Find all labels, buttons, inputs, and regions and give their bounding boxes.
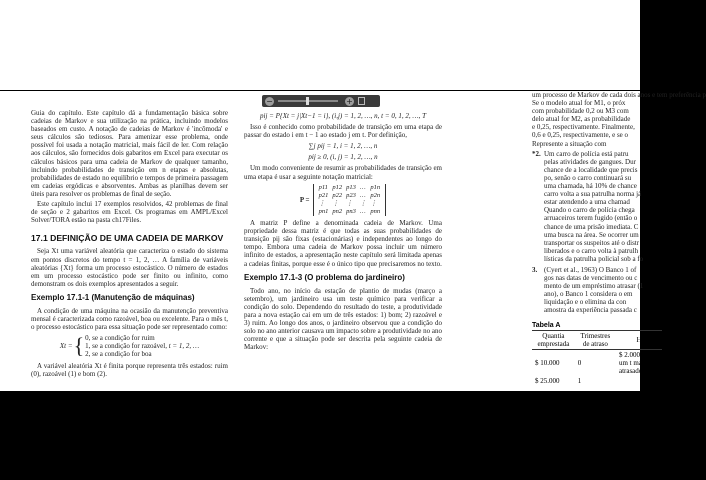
example-paragraph-2: A variável aleatória Xt é finita porque representa três estados: ruim (0), razoável (1) e bom (2). (31, 361, 228, 378)
table-header: Quantia emprestada (537, 332, 570, 348)
middle-column (244, 109, 442, 353)
letterbox-bottom (0, 392, 640, 480)
middle-paragraph-4: Todo ano, no início da estação de plantio de mudas (março a setembro), um jardineiro usa um teste químico para verificar a condição do solo. Dependendo do resultado do teste, a produtividade para a nova estação cai em um de três estados: 1) bom; 2) razoável e 3) ruim. Ao longo dos anos, o jardineiro observou que a condição do solo no ano anterior causava um impacto sobre a produtividade no ano corrente e que a situação pode ser descrita pela seguinte cadeia de Markov: (244, 286, 442, 352)
example-title-1: Exemplo 17.1-1 (Manutenção de máquinas) (31, 292, 195, 302)
chapter-guide-2: Este capítulo inclui 17 exemplos resolvidos, 42 problemas de final de seção e 2 gabaritos em Excel. Os programas em AMPL/Excel Solver/TORA estão na pasta ch17Files. (31, 200, 228, 225)
cases-rhs: , t = 1, 2, … (165, 342, 200, 351)
matrix-table (313, 184, 387, 216)
nonneg-equation: pij ≥ 0, (i, j) = 1, 2, …, n (308, 153, 378, 162)
sum-equation: ∑j pij = 1, i = 1, 2, …, n (308, 142, 378, 151)
table-cell: $ 10.000 (535, 359, 560, 367)
problem-2-text: Um carro de polícia está patru pelas atividades de gangues. Dur chance de a localidade que precis po, senão o carro continuará su uma chamada, há 10% de chance carro volta a sua patrulha norma já estar atendendo a uma chamad Quando o carro de polícia chega arruaceiros terem fugido (então o chance de uma prisão imediata. C uma busca na área. Se ocorrer um transportar os suspeitos até o distr liberados e o carro volta à patrulh lísticas da patrulha policial sob a fo (544, 149, 644, 263)
chapter-guide: Guia do capítulo. Este capítulo dá a fundamentação básica sobre cadeias de Markov e sua utilização na prática, incluindo modelos baseados em custo. A notação de cadeias de Markov é 'incômoda' e seus cálculos são tediosos. Para amenizar esse problema, onde possível foi usada a notação matricial, mais fácil de ler. Com relação aos cálculos, são fornecidos dois gabaritos em Excel para executar os cálculos básicos para uma cadeia de Markov de qualquer tamanho, incluindo probabilidades de transição em n etapas e absolutas, probabilidades de estado no equilíbrio e tempos de primeira passagem em cadeias ergódicas e absorventes. Ambas as planilhas devem ser úteis para resolver os problemas de final de seção. (31, 109, 228, 198)
matrix-cell: … (359, 207, 366, 215)
zoom-out-icon[interactable]: − (266, 96, 273, 106)
left-column (31, 109, 228, 380)
matrix-cell: p1n (370, 183, 381, 191)
matrix-cell: ⋮ (370, 199, 377, 207)
right-line-5: e 0,25, respectivamente. Finalmente, (532, 123, 635, 132)
zoom-slider-handle[interactable] (306, 97, 309, 105)
middle-paragraph-1: Isso é conhecido como probabilidade de transição em uma etapa de passar do estado i em t − 1 ao estado j em t. Por definição, (244, 123, 442, 140)
middle-paragraph-3: A matriz P define a denominada cadeia de Markov. Uma propriedade dessa matriz é que todas as suas probabilidades de transição pij são fixas (estacionárias) e independentes ao longo do tempo. Embora uma cadeia de Markov possa incluir um número infinito de estados, a apresentação neste capítulo será limitada apenas a cadeias finitas, porque esse é o único tipo que precisaremos no texto. (244, 219, 442, 268)
matrix-cell: pn3 (346, 207, 356, 215)
right-line-6: 0,6 e 0,25, respectivamente, e se o (532, 131, 629, 140)
problem-3-text: (Cyert et al., 1963) O Banco 1 of gos nas datas de vencimento ou c mento de um empréstimo atrasar (1 ano), o Banco 1 considera o em liquidação e o elimina da con amostra da experiência passada c (544, 265, 644, 315)
right-line-4: delo atual for M2, as probabilidade (532, 115, 631, 124)
table-header: Trimestres de atraso (580, 332, 611, 348)
table-cell: 1 (577, 377, 582, 385)
matrix-cell: ⋮ (359, 199, 367, 207)
middle-paragraph-2: Um modo conveniente de resumir as probabilidades de transição em uma etapa é usar a seguinte notação matricial: (244, 164, 442, 181)
zoom-in-icon[interactable]: + (346, 96, 353, 106)
matrix-cell: p11 (318, 183, 328, 191)
matrix-cell: pn1 (318, 207, 329, 215)
right-line-7: Represente a situação com (532, 139, 607, 148)
transition-matrix (244, 184, 442, 216)
matrix-cell: p21 (318, 191, 329, 199)
right-column (532, 91, 706, 315)
problem-3 (532, 266, 662, 315)
matrix-cell: p22 (332, 191, 343, 199)
transition-equation: pij = P{Xt = j|Xt−1 = i}, (i,j) = 1, 2, …, n, t = 0, 1, 2, …, T (260, 112, 426, 120)
cases-lhs: Xt = (59, 342, 73, 351)
table-cell: 0 (577, 359, 582, 367)
matrix-label: P = (299, 195, 310, 204)
section-title: 17.1 DEFINIÇÃO DE UMA CADEIA DE MARKOV (31, 233, 224, 244)
matrix-cell: pn2 (332, 207, 343, 215)
section-paragraph: Seja Xt uma variável aleatória que caracteriza o estado do sistema em pontos discretos do tempo t = 1, 2, … A família de variáveis aleatórias {Xt} forma um processo estocástico. O número de estados em um processo estocástico pode ser finito ou infinito, como demonstram os dois exemplos apresentados a seguir. (31, 247, 228, 288)
problem-2-number: *2. (532, 149, 541, 158)
table-a (532, 322, 659, 386)
example-title-3: Exemplo 17.1-3 (O problema do jardineiro) (244, 272, 405, 282)
problem-2 (532, 150, 662, 263)
matrix-cell: ⋮ (318, 199, 326, 207)
page-icon[interactable] (358, 97, 365, 105)
matrix-cell: ⋮ (346, 199, 353, 207)
case-2: 2, se a condição for boa (85, 350, 152, 359)
cases-equation (31, 334, 228, 358)
table-cell: $ 25.000 (535, 377, 560, 385)
matrix-cell: ⋮ (332, 199, 339, 207)
table-cell: $ 2.000 p que um t mais qua atrasado (618, 351, 659, 375)
matrix-cell: pnn (370, 207, 381, 215)
table-header: H (636, 336, 642, 344)
zoom-slider[interactable] (278, 100, 338, 102)
cases-list (85, 334, 165, 358)
matrix-cell: p13 (346, 183, 356, 191)
right-line-3: com probabilidade 0,2 ou M3 com (532, 107, 629, 116)
right-line-2: Se o modelo atual for M1, o próx (532, 99, 626, 108)
zoom-toolbar[interactable] (262, 95, 380, 107)
table-a-grid (532, 330, 662, 386)
right-line-1: um processo de Markov de cada dois anos e tem preferência p (532, 91, 706, 99)
matrix-cell: … (359, 183, 366, 191)
example-paragraph-1: A condição de uma máquina na ocasião da manutenção preventiva mensal é caracterizada como razoável, boa ou excelente. Para o mês t, o processo estocástico para essa situação pode ser representado como: (31, 306, 228, 332)
matrix-cell: … (359, 191, 366, 199)
matrix-cell: p23 (346, 191, 356, 199)
brace: { (73, 333, 85, 359)
table-a-title: Tabela A (532, 322, 561, 329)
case-0: 0, se a condição for ruim (85, 334, 155, 343)
case-1: 1, se a condição for razoável (85, 342, 166, 351)
matrix-cell: p2n (370, 191, 381, 199)
problem-3-number: 3. (532, 265, 538, 274)
matrix-cell: p12 (332, 183, 343, 191)
table-cell (616, 376, 662, 386)
